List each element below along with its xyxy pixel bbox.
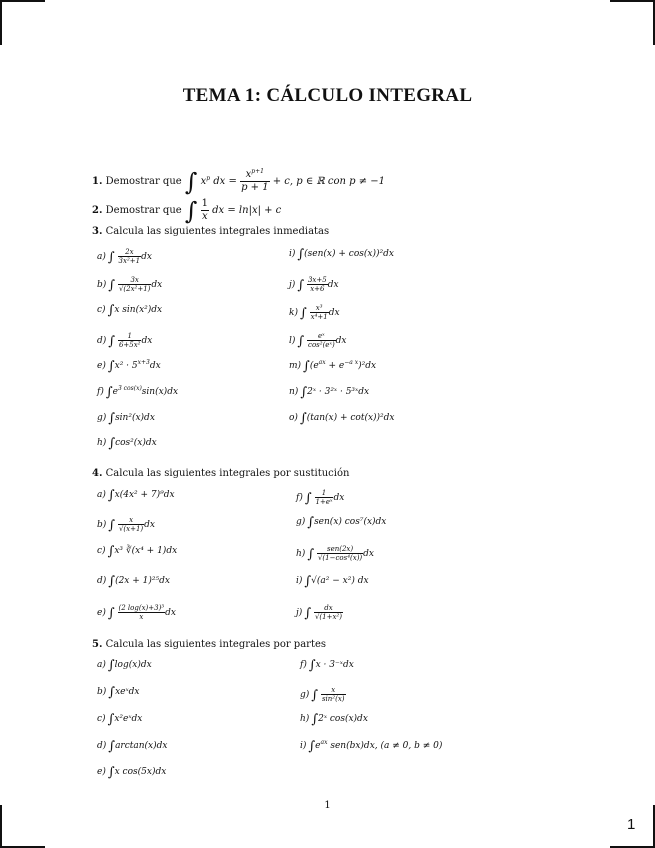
formula-remainder: dx = ln|x| + c (212, 205, 282, 216)
ex3-item-h: h) ∫cos²(x)dx (97, 436, 157, 451)
integral-sign: ∫ (108, 411, 116, 426)
integral-sign: ∫ (308, 739, 316, 754)
differential: dx = (213, 176, 237, 187)
integrand-base: x (200, 176, 207, 187)
integral-sign: ∫ (297, 334, 305, 349)
ex3-item-i: i) ∫(sen(x) + cos(x))²dx (289, 247, 394, 262)
integral-sign: ∫ (107, 658, 115, 673)
exercise-5 (92, 639, 326, 650)
fraction: $\frac{\text{(2 log(x)+3)³}}{x}$ (118, 604, 165, 621)
exercise-number: 3. (92, 226, 103, 237)
ex4-item-a: a) ∫x(4x² + 7)⁹dx (97, 488, 175, 503)
integrand-fraction (201, 198, 209, 223)
integral-sign: ∫ (107, 250, 115, 265)
ex5-item-c: c) ∫x²eˣdx (97, 712, 143, 727)
page-title: TEMA 1: CÁLCULO INTEGRAL (182, 85, 473, 106)
corner-page-number: 1 (627, 816, 636, 833)
integral-sign: ∫ (299, 306, 307, 321)
exercise-text: Calcula las siguientes integrales inmediatas (105, 226, 330, 237)
exercise-text: Calcula las siguientes integrales por sustitución (105, 468, 350, 479)
ex3-item-b: b) ∫ $\frac{3x}{\text{√(2x²+1)}}$ dx (97, 276, 163, 293)
ex3-item-n: n) ∫2ˣ · 3²ˣ · 5³ˣdx (289, 385, 370, 400)
ex4-item-f: f) ∫ $\frac{1}{\text{1+eˣ}}$ dx (296, 489, 345, 506)
ex3-item-c: c) ∫x sin(x²)dx (97, 303, 163, 318)
fraction-numerator: 1 (201, 198, 208, 209)
exercise-number: 5. (92, 639, 103, 650)
ex5-item-e: e) ∫x cos(5x)dx (97, 765, 167, 780)
integral-sign: ∫ (308, 658, 316, 673)
fraction: $\frac{1}{\text{6+5x²}}$ (118, 332, 141, 349)
integral-sign: ∫ (304, 606, 312, 621)
integral-sign: ∫ (311, 712, 319, 727)
fraction: $\frac{dx}{\text{√(1+x²)}}$ (314, 604, 342, 621)
exercise-text: Demostrar que (105, 205, 182, 216)
integral-sign: ∫ (108, 278, 116, 293)
integral-sign: ∫ (108, 685, 116, 700)
ex3-item-l: l) ∫ $\frac{\text{eˣ}}{\text{cos²(eˣ)}}$ dx (289, 332, 347, 349)
page-number: 1 (324, 800, 331, 811)
ex4-item-i: i) ∫√(a² − x²) dx (296, 574, 369, 589)
ex3-item-a: a) ∫ $\frac{2x}{\text{3x²+1}}$ dx (97, 248, 152, 265)
integral-sign: ∫ (105, 385, 113, 400)
crop-mark-top-left-h (0, 0, 45, 2)
fraction: $\frac{x}{√(x+1)}$ (118, 516, 144, 533)
integrand-exponent: p (206, 175, 211, 182)
integral-sign: ∫ (184, 168, 198, 196)
exercise-number: 2. (92, 205, 103, 216)
integral-sign: ∫ (108, 574, 116, 589)
ex3-item-k: k) ∫ $\frac{\text{x³}}{\text{x⁴+1}}$ dx (289, 304, 340, 321)
integral-sign: ∫ (297, 247, 305, 262)
exercise-1 (92, 168, 385, 196)
ex4-item-c: c) ∫x³ ∛(x⁴ + 1)dx (97, 544, 178, 559)
fraction-denominator: p + 1 (241, 182, 269, 193)
integral-sign: ∫ (107, 544, 115, 559)
ex3-item-e: e) $\int x^2 \cdot 5^{x+3}dx$ (97, 359, 161, 374)
ex5-item-i: i) $\int e^{ax}$ sen(bx)dx, (a ≠ 0, b ≠ 0) (300, 739, 443, 754)
integral-sign: ∫ (107, 606, 115, 621)
integral-sign: ∫ (107, 712, 115, 727)
integral-sign: ∫ (107, 303, 115, 318)
integral-sign: ∫ (307, 547, 315, 562)
fraction-numerator: x (245, 169, 252, 180)
fraction: $\frac{\text{sen(2x)}}{\text{√(1−cos⁴(x))}}$ (317, 545, 363, 562)
integral-sign: ∫ (304, 491, 312, 506)
formula-remainder: + c, p ∈ ℝ con p ≠ −1 (272, 176, 386, 187)
integral-sign: ∫ (311, 688, 319, 703)
exercise-3 (92, 226, 329, 237)
integral-sign: ∫ (108, 739, 116, 754)
integral-sign: ∫ (184, 197, 198, 225)
ex5-item-f: f) ∫x · 3⁻ˣdx (300, 658, 354, 673)
fraction-denominator: x (201, 211, 208, 222)
exercise-number: 4. (92, 468, 103, 479)
fraction: $\frac{2x}{\text{3x²+1}}$ (118, 248, 141, 265)
integral-sign: ∫ (304, 574, 312, 589)
ex4-item-h: h) ∫ $\frac{\text{sen(2x)}}{\text{√(1−cos⁴(x))}}$ dx (296, 545, 374, 562)
ex4-item-j: j) ∫ $\frac{dx}{\text{√(1+x²)}}$ (296, 604, 342, 621)
ex4-item-d: d) ∫(2x + 1)²⁵dx (97, 574, 170, 589)
ex5-item-h: h) ∫2ˣ cos(x)dx (300, 712, 368, 727)
fraction: $\frac{1}{\text{1+eˣ}}$ (315, 489, 333, 506)
fraction: $\frac{3x}{\text{√(2x²+1)}}$ (118, 276, 151, 293)
integral-sign: ∫ (108, 334, 116, 349)
exercise-4 (92, 468, 349, 479)
ex3-item-g: g) ∫sin²(x)dx (97, 411, 155, 426)
exercise-text: Calcula las siguientes integrales por partes (105, 639, 327, 650)
crop-mark-top-left-v (0, 0, 2, 45)
fraction: $\frac{\text{eˣ}}{\text{cos²(eˣ)}}$ (308, 332, 335, 349)
ex5-item-b: b) ∫xeˣdx (97, 685, 140, 700)
integral-sign: ∫ (297, 278, 305, 293)
integral-sign: ∫ (300, 385, 308, 400)
integral-sign: ∫ (107, 765, 115, 780)
numerator-exponent: p+1 (251, 168, 264, 175)
ex3-item-j: j) ∫ $\frac{3x+5}{x+6}$ dx (289, 276, 339, 293)
ex5-item-d: d) ∫arctan(x)dx (97, 739, 168, 754)
ex4-item-e: e) ∫ $\frac{\text{(2 log(x)+3)³}}{x}$ dx (97, 604, 176, 621)
result-fraction (240, 169, 270, 194)
ex3-item-o: o) ∫(tan(x) + cot(x))²dx (289, 411, 395, 426)
exercise-number: 1. (92, 176, 103, 187)
fraction: $\frac{3x+5}{x+6}$ (307, 276, 327, 293)
crop-mark-top-right-h (610, 0, 655, 2)
integral-sign: ∫ (108, 518, 116, 533)
crop-mark-bottom-left-v (0, 805, 2, 848)
exercise-text: Demostrar que (105, 176, 182, 187)
ex3-item-f: f) $\int e^{3 cos(x)}\sin(x)dx$ (97, 385, 179, 400)
ex4-item-b: b) ∫ $\frac{x}{√(x+1)}$ dx (97, 516, 155, 533)
ex3-item-d: d) ∫ $\frac{1}{\text{6+5x²}}$ dx (97, 332, 153, 349)
ex3-item-m: m) $\int(e^{ax} + e^{-a x})^2dx$ (289, 359, 377, 374)
integral-sign: ∫ (107, 359, 115, 374)
fraction: $\frac{\text{x³}}{\text{x⁴+1}}$ (310, 304, 328, 321)
fraction: $\frac{x}{\text{sin²(x)}}$ (321, 686, 345, 703)
integral-sign: ∫ (108, 436, 116, 451)
integral-sign: ∫ (299, 411, 307, 426)
integral-sign: ∫ (107, 488, 115, 503)
ex4-item-g: g) ∫sen(x) cos⁷(x)dx (296, 515, 387, 530)
integral-sign: ∫ (307, 515, 315, 530)
ex5-item-g: g) ∫ $\frac{x}{\text{sin²(x)}}$ (300, 686, 345, 703)
integral-sign: ∫ (303, 359, 310, 374)
ex5-item-a: a) ∫log(x)dx (97, 658, 152, 673)
exercise-2 (92, 197, 281, 225)
